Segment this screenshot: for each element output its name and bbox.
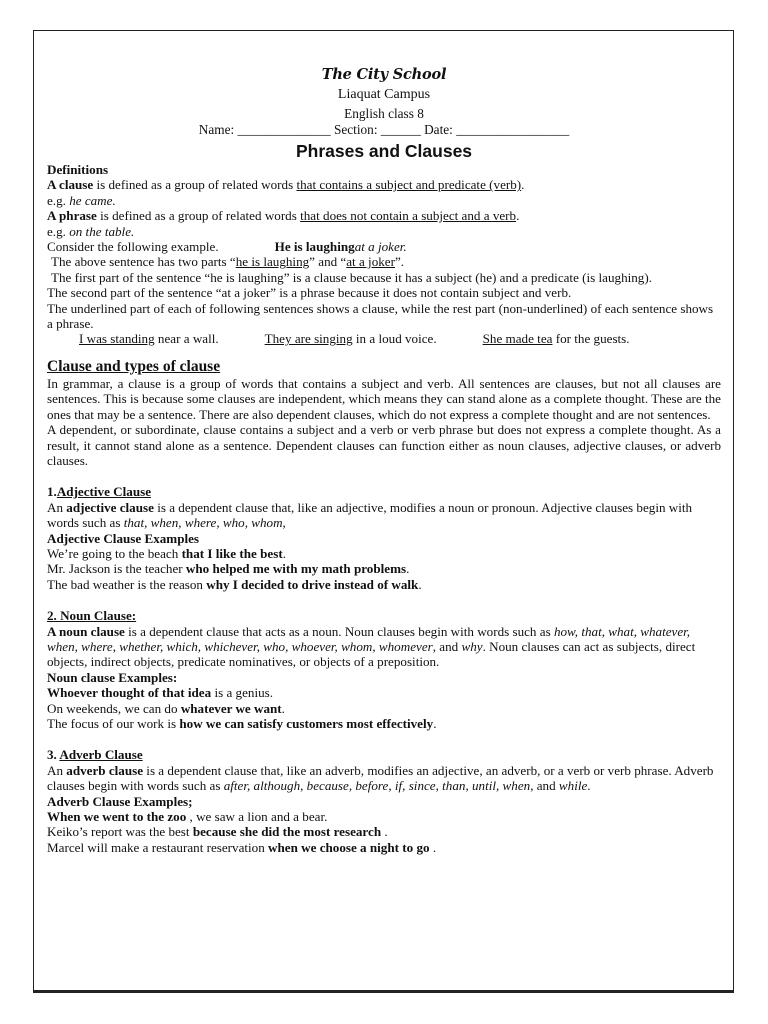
name-field[interactable]: ______________ — [237, 122, 331, 137]
noun-heading: 2. Noun Clause: — [47, 608, 137, 624]
adverb-example-2: Keiko’s report was the best because she did the most research . — [47, 824, 388, 840]
noun-example-2: On weekends, we can do whatever we want. — [47, 700, 285, 716]
second-part-line: The second part of the sentence “at a joker” is a phrase because it does not contain subject and verb. — [47, 285, 572, 301]
adverb-example-3: Marcel will make a restaurant reservation when we choose a night to go . — [47, 839, 437, 855]
date-field[interactable]: _________________ — [456, 122, 570, 137]
campus-name: Liaquat Campus — [337, 87, 431, 102]
noun-intro: A noun clause is a dependent clause that acts as a noun. Noun clauses begin with words such as how, that, what, whatever, when, where, whether, which, whichever, who, whoever, whom, whomever, and why. Noun clauses can act as subjects, direct objects, indirect objects, predicate nominatives, or objects of a preposition. — [47, 623, 696, 670]
clause-definition: A clause is defined as a group of related words that contains a subject and predicate (verb). — [47, 177, 525, 193]
clause-examples-line: I was standing near a wall. They are singing in a loud voice. She made tea for the guests. — [79, 331, 630, 347]
adjective-example-1: We’re going to the beach that I like the best. — [47, 545, 286, 561]
clause-types-heading: Clause and types of clause — [47, 357, 221, 375]
underlined-note: The underlined part of each of following sentences shows a clause, while the rest part (non-underlined) of each sentence shows a phrase. — [47, 300, 714, 332]
class-name: English class 8 — [344, 106, 424, 121]
two-parts-line: The above sentence has two parts “he is laughing” and “at a joker”. — [51, 254, 405, 270]
section-field[interactable]: ______ — [380, 122, 421, 137]
definitions-heading: Definitions — [47, 162, 109, 177]
adverb-intro: An adverb clause is a dependent clause that, like an adverb, modifies an adjective, an adverb, or a verb or verb phrase. Adverb clauses begin with words such as after, although, because, before, if, since, than, until, when, and while. — [47, 762, 714, 794]
adverb-examples-heading: Adverb Clause Examples; — [47, 793, 193, 809]
clause-types-para2: A dependent, or subordinate, clause contains a subject and a verb or verb phrase but does not express a complete thought. As a result, it cannot stand alone as a sentence. Dependent clauses can function either as noun clauses, adjective clauses, or adverb clauses. — [47, 422, 721, 468]
adjective-heading: 1.Adjective Clause — [47, 484, 152, 500]
clause-example: e.g. he came. — [47, 192, 116, 208]
section-label: Section: — [333, 122, 378, 137]
noun-example-3: The focus of our work is how we can satisfy customers most effectively. — [47, 716, 437, 731]
name-label: Name: — [198, 122, 235, 137]
adverb-example-1: When we went to the zoo , we saw a lion and a bear. — [47, 809, 328, 825]
adverb-heading: 3. Adverb Clause — [47, 747, 143, 763]
clause-types-para1: In grammar, a clause is a group of words that contains a subject and verb. All sentences are clauses, but not all clauses are sentences. This is because some clauses are independent, which means they can stand alone as a complete thought. These are the ones that may be a sentence. There are also dependent clauses, which do not express a complete thought and are not sentences. — [47, 375, 721, 422]
phrase-example: e.g. on the table. — [47, 223, 135, 239]
first-part-line: The first part of the sentence “he is laughing” is a clause because it has a subject (he) and a predicate (is laughing). — [51, 269, 652, 285]
page-title: Phrases and Clauses — [295, 141, 473, 161]
adjective-intro: An adjective clause is a dependent clause that, like an adjective, modifies a noun or pronoun. Adjective clauses begin with words such as that, when, where, who, whom, — [47, 499, 693, 531]
worksheet — [47, 66, 721, 855]
date-label: Date: — [424, 122, 453, 137]
student-info-line — [47, 122, 721, 138]
noun-examples-heading: Noun clause Examples: — [47, 669, 178, 685]
school-name: The City School — [321, 66, 447, 83]
adjective-example-2: Mr. Jackson is the teacher who helped me with my math problems. — [47, 561, 410, 577]
noun-example-1: Whoever thought of that idea is a genius. — [47, 685, 273, 701]
adjective-example-3: The bad weather is the reason why I decided to drive instead of walk. — [47, 576, 422, 592]
adjective-examples-heading: Adjective Clause Examples — [47, 530, 200, 546]
phrase-definition: A phrase is defined as a group of related words that does not contain a subject and a verb. — [47, 208, 520, 224]
consider-example: Consider the following example. He is laughingat a joker. — [47, 239, 407, 255]
